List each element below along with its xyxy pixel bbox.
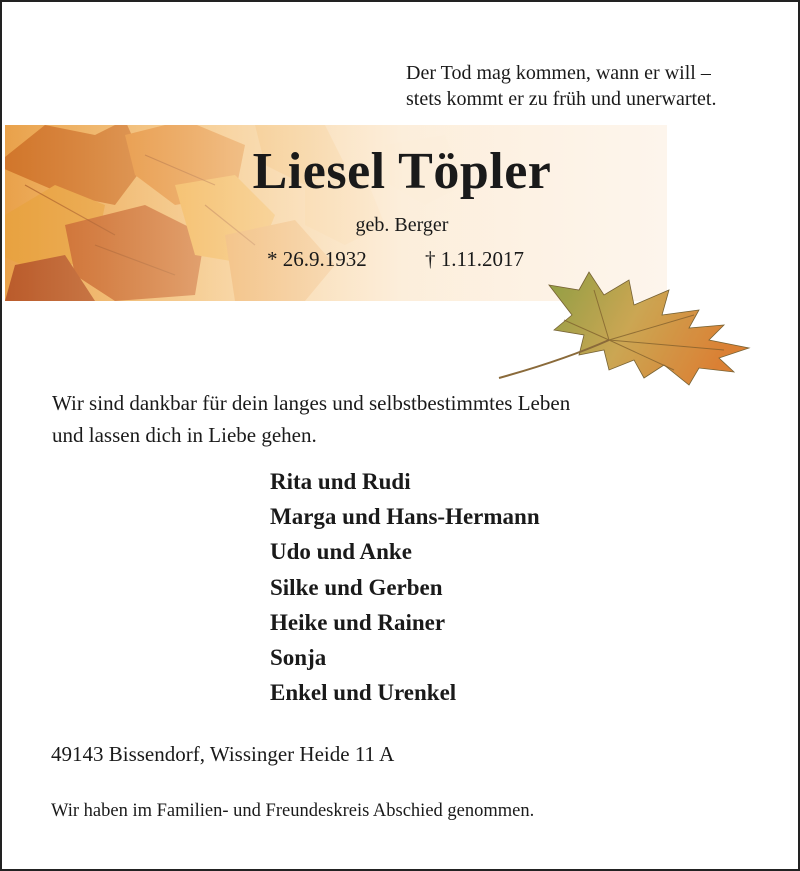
death-date: † 1.11.2017 bbox=[425, 247, 524, 271]
mourner-name: Enkel und Urenkel bbox=[270, 680, 457, 706]
gratitude-line: und lassen dich in Liebe gehen. bbox=[52, 423, 317, 447]
motto-line: Der Tod mag kommen, wann er will – bbox=[406, 62, 711, 84]
family-address: 49143 Bissendorf, Wissinger Heide 11 A bbox=[51, 742, 395, 766]
mourner-name: Heike und Rainer bbox=[270, 609, 446, 635]
mourner-name: Rita und Rudi bbox=[270, 469, 411, 494]
mourner-name: Udo und Anke bbox=[270, 539, 412, 565]
mourner-name: Silke und Gerben bbox=[270, 574, 443, 600]
farewell-note: Wir haben im Familien- und Freundeskreis Abschied genommen. bbox=[51, 801, 535, 821]
gratitude-text bbox=[52, 387, 570, 451]
motto-quote bbox=[406, 60, 716, 112]
mourner-name: Sonja bbox=[270, 645, 327, 671]
mourner-name: Marga und Hans-Hermann bbox=[270, 504, 540, 530]
motto-line: stets kommt er zu früh und unerwartet. bbox=[406, 88, 717, 110]
mourners-list bbox=[270, 464, 540, 710]
birth-date: * 26.9.1932 bbox=[267, 247, 367, 271]
maiden-name: geb. Berger bbox=[355, 214, 449, 236]
deceased-name: Liesel Töpler bbox=[252, 143, 552, 200]
gratitude-line: Wir sind dankbar für dein langes und selbstbestimmtes Leben bbox=[52, 391, 571, 415]
maple-leaf-icon bbox=[494, 260, 794, 390]
